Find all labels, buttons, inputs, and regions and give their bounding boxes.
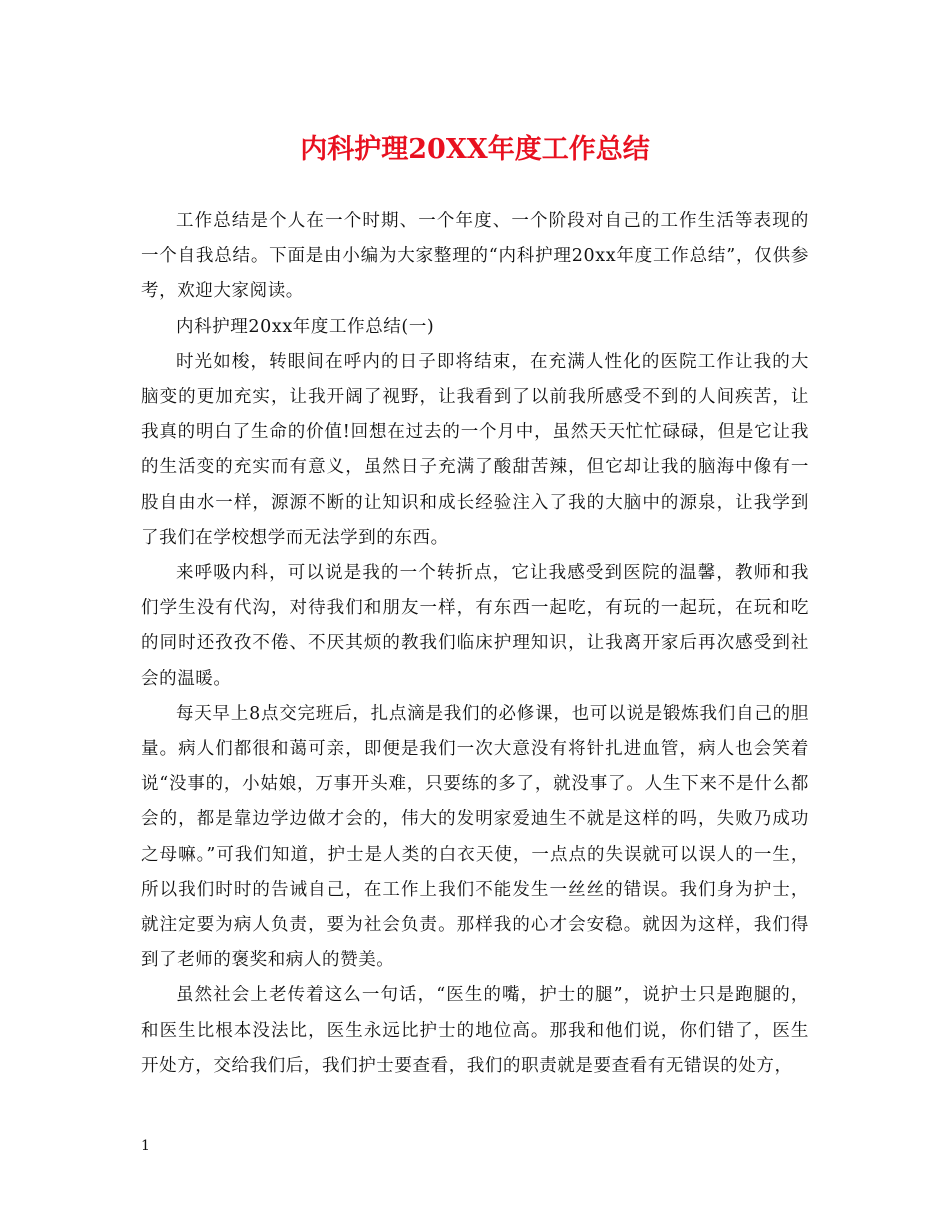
page-number: 1 [141,1138,150,1154]
body-paragraph: 来呼吸内科，可以说是我的一个转折点，它让我感受到医院的温馨，教师和我们学生没有代沟，对待我们和朋友一样，有东西一起吃，有玩的一起玩，在玩和吃的同时还孜孜不倦、不厌其烦的教我们临床护理知识，让我离开家后再次感受到社会的温暖。 [141,563,809,689]
body-paragraph: 虽然社会上老传着这么一句话，“医生的嘴，护士的腿”，说护士只是跑腿的，和医生比根本没法比，医生永远比护士的地位高。那我和他们说，你们错了，医生开处方，交给我们后，我们护士要查看，我们的职责就是要查看有无错误的处方， [141,985,809,1076]
document-body [141,204,809,1084]
intro-paragraph: 工作总结是个人在一个时期、一个年度、一个阶段对自己的工作生活等表现的一个自我总结。下面是由小编为大家整理的“内科护理20xx年度工作总结”，仅供参考，欢迎大家阅读。 [141,211,809,302]
body-paragraph: 每天早上8点交完班后，扎点滴是我们的必修课，也可以说是锻炼我们自己的胆量。病人们都很和蔼可亲，即便是我们一次大意没有将针扎进血管，病人也会笑着说“没事的，小姑娘，万事开头难，只要练的多了，就没事了。人生下来不是什么都会的，都是靠边学边做才会的，伟大的发明家爱迪生不就是这样的吗，失败乃成功之母嘛。”可我们知道，护士是人类的白衣天使，一点点的失误就可以误人的一生，所以我们时时的告诫自己，在工作上我们不能发生一丝丝的错误。我们身为护士，就注定要为病人负责，要为社会负责。那样我的心才会安稳。就因为这样，我们得到了老师的褒奖和病人的赞美。 [141,703,809,971]
body-paragraph: 时光如梭，转眼间在呼内的日子即将结束，在充满人性化的医院工作让我的大脑变的更加充实，让我开阔了视野，让我看到了以前我所感受不到的人间疾苦，让我真的明白了生命的价值!回想在过去的一个月中，虽然天天忙忙碌碌，但是它让我的生活变的充实而有意义，虽然日子充满了酸甜苦辣，但它却让我的脑海中像有一股自由水一样，源源不断的让知识和成长经验注入了我的大脑中的源泉，让我学到了我们在学校想学而无法学到的东西。 [141,351,809,548]
section-heading: 内科护理20xx年度工作总结(一) [176,316,435,337]
document-title: 内科护理20XX年度工作总结 [300,134,650,165]
